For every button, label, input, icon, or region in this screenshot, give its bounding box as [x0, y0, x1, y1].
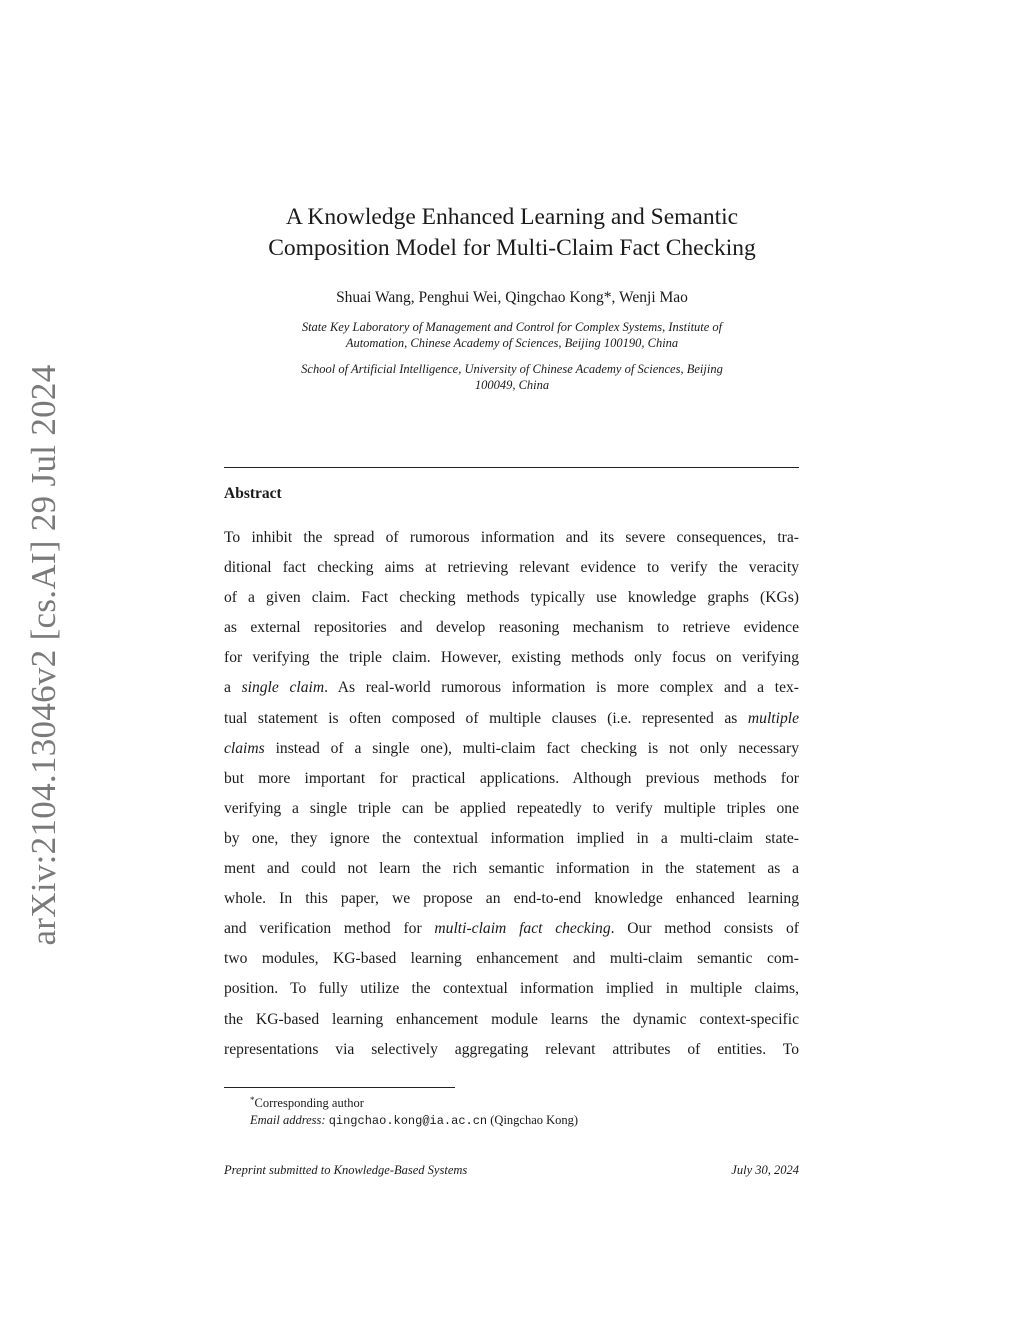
- preprint-note: Preprint submitted to Knowledge-Based Systems: [224, 1163, 468, 1177]
- abstract-emphasis: claims: [224, 739, 265, 757]
- title-line-1: A Knowledge Enhanced Learning and Semantic: [285, 204, 739, 230]
- abstract-text: the KG-based learning enhancement module learns the dynamic context-specific: [224, 1010, 799, 1028]
- abstract-text: . Our method consists of: [610, 920, 799, 938]
- abstract-line: [224, 914, 799, 944]
- footnote-marker: *: [250, 1095, 255, 1105]
- abstract-line: [224, 944, 799, 974]
- title-line-2: Composition Model for Multi-Claim Fact Checking: [268, 235, 756, 261]
- abstract-text: as external repositories and develop reasoning mechanism to retrieve evidence: [224, 619, 799, 637]
- abstract-heading: Abstract: [224, 485, 282, 502]
- abstract-line: [224, 824, 799, 854]
- affiliation-1: [240, 319, 784, 351]
- abstract-text: verifying a single triple can be applied repeatedly to verify multiple triples one: [224, 799, 799, 817]
- abstract-emphasis: multiple: [747, 709, 799, 727]
- abstract-text: whole. In this paper, we propose an end-to-end knowledge enhanced learning: [224, 890, 799, 908]
- footnote-email-line: [224, 1112, 578, 1130]
- abstract-text: two modules, KG-based learning enhancement and multi-claim semantic com-: [224, 950, 799, 968]
- abstract-body: [224, 523, 799, 1065]
- abstract-text: tual statement is often composed of multiple clauses (i.e. represented as: [224, 709, 748, 727]
- affiliation-2-line-2: 100049, China: [474, 378, 550, 392]
- affiliation-1-line-1: State Key Laboratory of Management and Control for Complex Systems, Institute of: [301, 320, 723, 334]
- abstract-text: a: [224, 679, 242, 697]
- abstract-text: but more important for practical applications. Although previous methods for: [224, 769, 799, 787]
- abstract-text: and verification method for: [224, 920, 435, 938]
- abstract-text: instead of a single one), multi-claim fact checking is not only necessary: [264, 739, 799, 757]
- abstract-line: [224, 583, 799, 613]
- paper-title: [140, 202, 884, 264]
- abstract-text: position. To fully utilize the contextual information implied in multiple claims,: [224, 980, 799, 998]
- footnote-rule: [224, 1087, 455, 1088]
- abstract-line: [224, 794, 799, 824]
- abstract-text: representations via selectively aggregating relevant attributes of entities. To: [224, 1040, 799, 1058]
- abstract-text: . As real-world rumorous information is more complex and a tex-: [324, 679, 799, 697]
- abstract-line: [224, 704, 799, 734]
- abstract-text: by one, they ignore the contextual information implied in a multi-claim state-: [224, 829, 799, 847]
- author-list: Shuai Wang, Penghui Wei, Qingchao Kong*, Wenji Mao: [336, 289, 688, 306]
- affiliation-1-line-2: Automation, Chinese Academy of Sciences, Beijing 100190, China: [345, 336, 679, 350]
- email-owner: (Qingchao Kong): [490, 1113, 579, 1127]
- abstract-line: [224, 884, 799, 914]
- abstract-text: of a given claim. Fact checking methods typically use knowledge graphs (KGs): [224, 589, 799, 607]
- abstract-text: To inhibit the spread of rumorous information and its severe consequences, tra-: [224, 529, 799, 546]
- footnote-corresponding: [224, 1092, 578, 1112]
- abstract-line: [224, 764, 799, 794]
- abstract-text: ditional fact checking aims at retrieving relevant evidence to verify the veracity: [224, 559, 799, 577]
- abstract-text: ment and could not learn the rich semantic information in the statement as a: [224, 860, 799, 878]
- abstract-line: [224, 734, 799, 764]
- footnote: [224, 1092, 578, 1130]
- abstract-line: [224, 673, 799, 703]
- footnote-corresponding-text: Corresponding author: [254, 1096, 364, 1110]
- arxiv-side-stamp[interactable]: arXiv:2104.13046v2 [cs.AI] 29 Jul 2024: [24, 364, 63, 946]
- abstract-line: [224, 1035, 799, 1065]
- abstract-line: [224, 1005, 799, 1035]
- email-address-link[interactable]: qingchao.kong@ia.ac.cn: [328, 1114, 488, 1128]
- affiliation-2: [240, 361, 784, 393]
- abstract-emphasis: multi-claim fact checking: [434, 920, 611, 938]
- abstract-top-rule: [224, 467, 799, 468]
- abstract-line: [224, 974, 799, 1004]
- preprint-date: July 30, 2024: [731, 1163, 799, 1177]
- abstract-line: [224, 523, 799, 553]
- abstract-emphasis: single claim: [241, 679, 325, 697]
- affiliation-2-line-1: School of Artificial Intelligence, University of Chinese Academy of Sciences, Beijing: [301, 362, 723, 376]
- abstract-line: [224, 643, 799, 673]
- abstract-line: [224, 613, 799, 643]
- email-label: Email address:: [250, 1113, 326, 1127]
- abstract-line: [224, 854, 799, 884]
- abstract-text: for verifying the triple claim. However, existing methods only focus on verifying: [224, 649, 799, 667]
- abstract-line: [224, 553, 799, 583]
